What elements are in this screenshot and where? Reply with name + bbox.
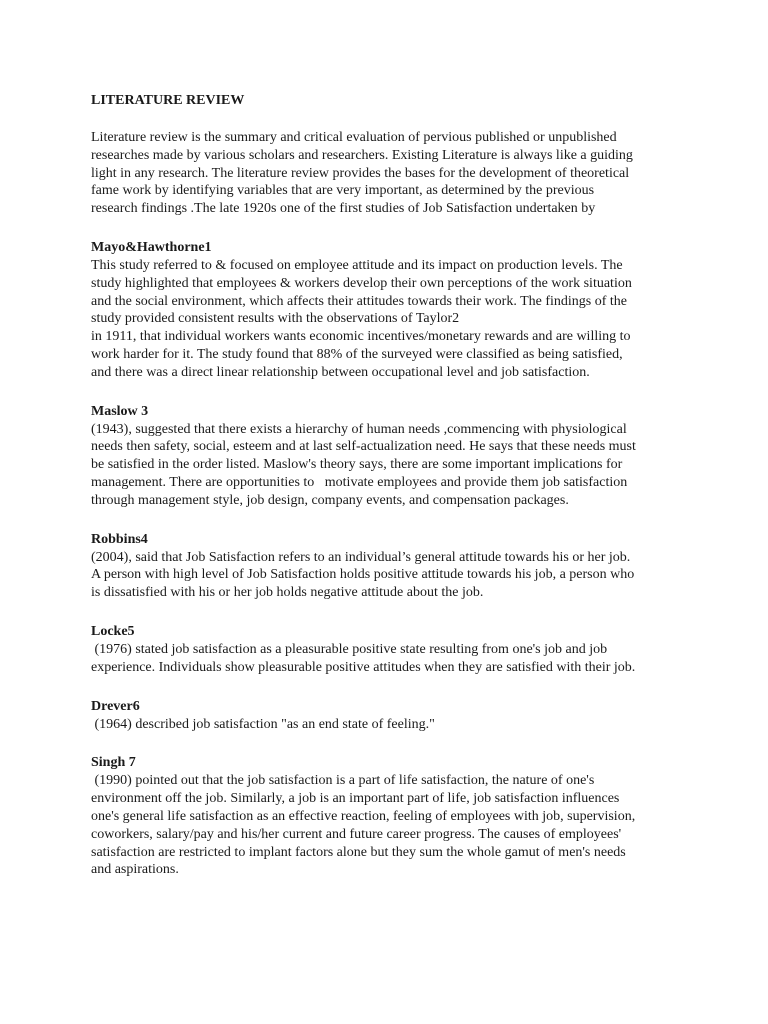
section-locke <box>91 623 687 677</box>
body-line: needs then safety, social, esteem and at last self-actualization need. He says that these needs must <box>91 439 636 455</box>
section-heading: Locke5 <box>91 623 135 639</box>
body-line: (1976) stated job satisfaction as a pleasurable positive state resulting from one's job and job <box>91 641 608 657</box>
body-line: and the social environment, which affects their attitudes towards their work. The findings of the <box>91 293 628 309</box>
body-line: is dissatisfied with his or her job holds negative attitude about the job. <box>91 585 484 601</box>
section-drever <box>91 698 687 734</box>
document-page <box>91 92 687 879</box>
body-line: (1943), suggested that there exists a hierarchy of human needs ,commencing with physiological <box>91 421 627 437</box>
intro-paragraph <box>91 129 687 218</box>
section-robbins <box>91 531 687 602</box>
intro-line: researches made by various scholars and researchers. Existing Literature is always like a guiding <box>91 147 633 163</box>
intro-line: fame work by identifying variables that are very important, as determined by the previous <box>91 183 595 199</box>
section-mayo-hawthorne <box>91 239 687 382</box>
section-body <box>91 549 687 602</box>
body-line: study provided consistent results with the observations of Taylor2 <box>91 311 460 327</box>
page-title: LITERATURE REVIEW <box>91 93 245 108</box>
body-line: in 1911, that individual workers wants economic incentives/monetary rewards and are willing to <box>91 329 631 345</box>
intro-line: Literature review is the summary and critical evaluation of pervious published or unpublished <box>91 130 617 145</box>
body-line: (1990) pointed out that the job satisfaction is a part of life satisfaction, the nature of one's <box>91 773 595 789</box>
body-line: A person with high level of Job Satisfaction holds positive attitude towards his job, a person who <box>91 567 635 583</box>
section-body <box>91 641 687 677</box>
section-body <box>91 716 687 734</box>
body-line: one's general life satisfaction as an effective reaction, feeling of employees with job, supervision, <box>91 808 636 824</box>
section-heading: Singh 7 <box>91 755 136 771</box>
section-heading: Drever6 <box>91 698 140 714</box>
body-line: be satisfied in the order listed. Maslow's theory says, there are some important implications for <box>91 457 623 473</box>
body-line: This study referred to & focused on employee attitude and its impact on production levels. The <box>91 257 623 273</box>
intro-line: research findings .The late 1920s one of the first studies of Job Satisfaction undertaken by <box>91 201 596 217</box>
body-line: and there was a direct linear relationship between occupational level and job satisfaction. <box>91 364 590 380</box>
body-line: satisfaction are restricted to implant factors alone but they sum the whole gamut of men's needs <box>91 844 626 860</box>
body-line: (1964) described job satisfaction "as an end state of feeling." <box>91 716 435 732</box>
body-line: environment off the job. Similarly, a job is an important part of life, job satisfaction influences <box>91 791 620 807</box>
section-singh <box>91 754 687 879</box>
section-body <box>91 257 687 382</box>
body-line: management. There are opportunities to motivate employees and provide them job satisfaction <box>91 474 628 490</box>
section-heading: Mayo&Hawthorne1 <box>91 239 212 255</box>
body-line: study highlighted that employees & workers develop their own perceptions of the work situation <box>91 275 632 291</box>
intro-line: light in any research. The literature review provides the bases for the development of theoretical <box>91 165 630 181</box>
body-line: (2004), said that Job Satisfaction refers to an individual’s general attitude towards his or her job. <box>91 549 631 565</box>
body-line: and aspirations. <box>91 862 179 878</box>
body-line: through management style, job design, company events, and compensation packages. <box>91 492 569 508</box>
section-body <box>91 421 687 510</box>
body-line: work harder for it. The study found that 88% of the surveyed were classified as being satisfied, <box>91 346 623 362</box>
body-line: coworkers, salary/pay and his/her current and future career progress. The causes of employees' <box>91 826 622 842</box>
section-heading: Robbins4 <box>91 531 148 547</box>
section-heading: Maslow 3 <box>91 403 149 419</box>
section-body <box>91 772 687 879</box>
section-maslow <box>91 403 687 510</box>
body-line: experience. Individuals show pleasurable positive attitudes when they are satisfied with their job. <box>91 659 636 675</box>
